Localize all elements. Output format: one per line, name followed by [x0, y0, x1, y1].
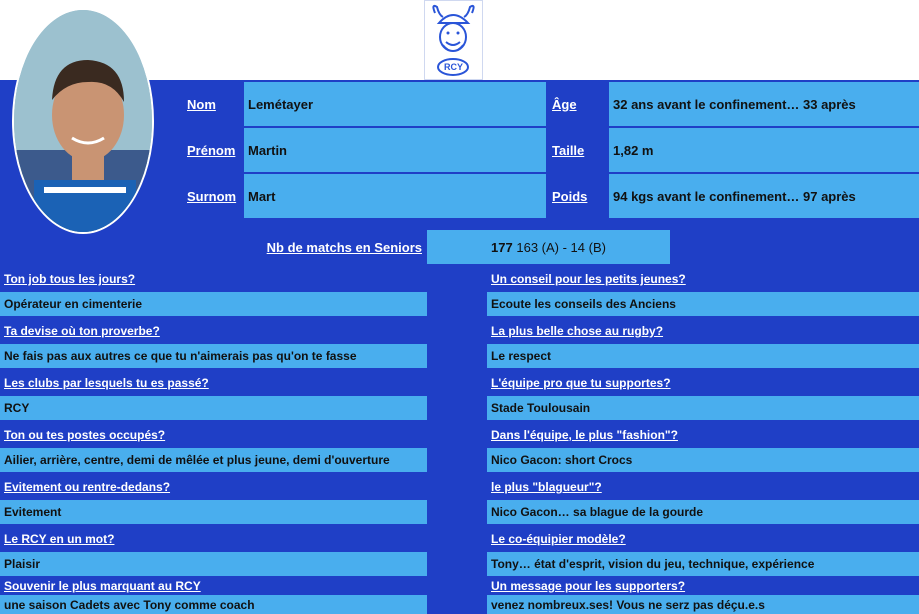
- left-answer: Opérateur en cimenterie: [0, 292, 427, 316]
- matches-label: Nb de matchs en Seniors: [266, 239, 422, 255]
- taille-value: 1,82 m: [609, 128, 919, 172]
- left-question: Souvenir le plus marquant au RCY: [4, 579, 201, 593]
- matches-value: [427, 230, 670, 264]
- right-answer: venez nombreux.ses! Vous ne serz pas déçu.e.s: [487, 595, 919, 614]
- left-answer: RCY: [0, 396, 427, 420]
- left-question: Ta devise où ton proverbe?: [4, 324, 160, 338]
- left-question: Ton job tous les jours?: [4, 272, 136, 286]
- nom-label: Nom: [187, 96, 216, 112]
- age-label: Âge: [552, 96, 577, 112]
- left-question: Ton ou tes postes occupés?: [4, 428, 166, 442]
- logo-caption: RCY: [443, 62, 463, 72]
- club-logo: [424, 0, 483, 80]
- matches-detail: 163 (A) - 14 (B): [512, 239, 606, 255]
- left-answer: Evitement: [0, 500, 427, 524]
- surnom-label: Surnom: [187, 188, 237, 204]
- right-question: Un conseil pour les petits jeunes?: [491, 272, 686, 286]
- right-question: Un message pour les supporters?: [491, 579, 686, 593]
- left-question: Evitement ou rentre-dedans?: [4, 480, 171, 494]
- left-question: Les clubs par lesquels tu es passé?: [4, 376, 209, 390]
- right-answer: Ecoute les conseils des Anciens: [487, 292, 919, 316]
- right-question: Dans l'équipe, le plus "fashion"?: [491, 428, 678, 442]
- left-answer: une saison Cadets avec Tony comme coach: [0, 595, 427, 614]
- taille-label: Taille: [552, 142, 585, 158]
- prenom-label: Prénom: [187, 142, 236, 158]
- poids-value: 94 kgs avant le confinement… 97 après: [609, 174, 919, 218]
- right-question: La plus belle chose au rugby?: [491, 324, 664, 338]
- nom-value: Lemétayer: [244, 82, 546, 126]
- right-answer: Tony… état d'esprit, vision du jeu, technique, expérience: [487, 552, 919, 576]
- right-answer: Stade Toulousain: [487, 396, 919, 420]
- right-answer: Nico Gacon: short Crocs: [487, 448, 919, 472]
- right-answer: Nico Gacon… sa blague de la gourde: [487, 500, 919, 524]
- age-value: 32 ans avant le confinement… 33 après: [609, 82, 919, 126]
- prenom-value: Martin: [244, 128, 546, 172]
- right-question: Le co-équipier modèle?: [491, 532, 626, 546]
- left-answer: Ne fais pas aux autres ce que tu n'aimerais pas qu'on te fasse: [0, 344, 427, 368]
- left-answer: Plaisir: [0, 552, 427, 576]
- surnom-value: Mart: [244, 174, 546, 218]
- matches-total: 177: [491, 239, 513, 255]
- left-question: Le RCY en un mot?: [4, 532, 115, 546]
- poids-label: Poids: [552, 188, 588, 204]
- right-question: L'équipe pro que tu supportes?: [491, 376, 671, 390]
- player-photo: [12, 8, 154, 234]
- left-answer: Ailier, arrière, centre, demi de mêlée et plus jeune, demi d'ouverture: [0, 448, 427, 472]
- right-question: le plus "blagueur"?: [491, 480, 602, 494]
- right-answer: Le respect: [487, 344, 919, 368]
